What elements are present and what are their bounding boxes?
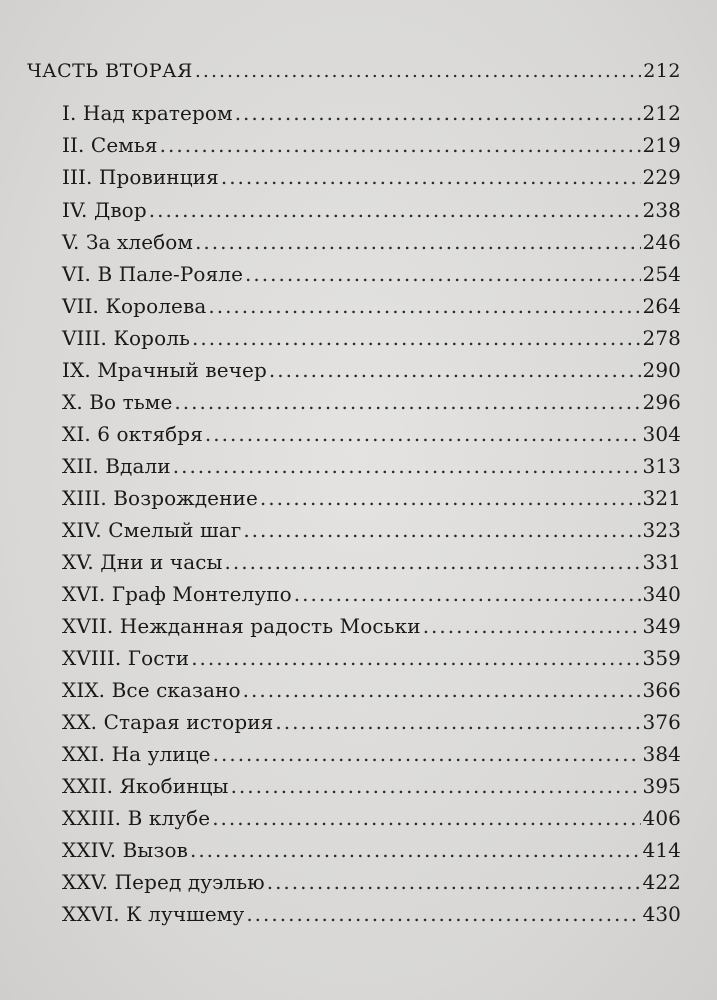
chapter-title: XXIV. Вызов bbox=[62, 838, 188, 862]
toc-entry bbox=[62, 291, 681, 321]
chapter-title: XII. Вдали bbox=[62, 454, 171, 478]
toc-entry bbox=[62, 899, 681, 929]
dot-leader bbox=[160, 130, 641, 160]
toc-entry bbox=[62, 227, 681, 257]
dot-leader bbox=[192, 323, 640, 353]
chapter-page-number: 264 bbox=[642, 294, 681, 318]
chapter-title: XXI. На улице bbox=[62, 742, 211, 766]
chapter-page-number: 246 bbox=[642, 230, 681, 254]
chapter-title: XIX. Все сказано bbox=[62, 678, 241, 702]
chapter-page-number: 321 bbox=[642, 486, 681, 510]
dot-leader bbox=[195, 227, 640, 257]
dot-leader bbox=[294, 579, 641, 609]
toc-entry bbox=[62, 579, 681, 609]
toc-entry bbox=[62, 451, 681, 481]
toc-entry bbox=[62, 259, 681, 289]
toc-entry bbox=[62, 515, 681, 545]
part-title: ЧАСТЬ ВТОРАЯ bbox=[27, 60, 193, 82]
chapter-page-number: 290 bbox=[642, 358, 681, 382]
dot-leader bbox=[275, 707, 640, 737]
dot-leader bbox=[423, 611, 641, 641]
chapter-page-number: 366 bbox=[642, 678, 681, 702]
chapter-title: XV. Дни и часы bbox=[62, 550, 223, 574]
dot-leader bbox=[243, 515, 640, 545]
toc-entry bbox=[62, 387, 681, 417]
chapter-title: III. Провинция bbox=[62, 165, 219, 189]
dot-leader bbox=[260, 483, 641, 513]
chapter-page-number: 349 bbox=[642, 614, 681, 638]
toc-entry bbox=[62, 835, 681, 865]
chapter-page-number: 296 bbox=[642, 390, 681, 414]
chapter-title: X. Во тьме bbox=[62, 390, 173, 414]
toc-entry bbox=[62, 739, 681, 769]
dot-leader bbox=[191, 643, 640, 673]
chapter-page-number: 384 bbox=[642, 742, 681, 766]
chapter-title: I. Над кратером bbox=[62, 101, 233, 125]
chapter-title: XX. Старая история bbox=[62, 710, 274, 734]
toc-entry bbox=[62, 611, 681, 641]
toc-entry bbox=[62, 803, 681, 833]
chapter-title: XIII. Возрождение bbox=[62, 486, 258, 510]
chapter-page-number: 323 bbox=[642, 518, 681, 542]
chapter-title: IV. Двор bbox=[62, 198, 147, 222]
chapter-page-number: 430 bbox=[642, 902, 681, 926]
chapter-title: V. За хлебом bbox=[62, 230, 194, 254]
toc-part-heading bbox=[27, 56, 681, 86]
chapter-title: VII. Королева bbox=[62, 294, 207, 318]
dot-leader bbox=[212, 803, 640, 833]
chapter-title: XVII. Нежданная радость Моськи bbox=[62, 614, 421, 638]
chapter-title: VI. В Пале-Рояле bbox=[62, 262, 244, 286]
chapter-page-number: 414 bbox=[642, 838, 681, 862]
chapter-page-number: 406 bbox=[642, 806, 681, 830]
dot-leader bbox=[149, 195, 641, 225]
chapter-title: XI. 6 октября bbox=[62, 422, 203, 446]
dot-leader bbox=[225, 547, 641, 577]
chapter-title: XXII. Якобинцы bbox=[62, 774, 229, 798]
dot-leader bbox=[231, 771, 641, 801]
chapter-page-number: 219 bbox=[642, 133, 681, 157]
dot-leader bbox=[173, 451, 641, 481]
chapter-title: XXIII. В клубе bbox=[62, 806, 211, 830]
dot-leader bbox=[235, 98, 641, 128]
toc-entry bbox=[62, 98, 681, 128]
toc-entry bbox=[62, 547, 681, 577]
chapter-title: XVIII. Гости bbox=[62, 646, 190, 670]
part-page-number: 212 bbox=[643, 60, 681, 82]
chapter-page-number: 238 bbox=[642, 198, 681, 222]
dot-leader bbox=[269, 355, 641, 385]
toc-entry bbox=[62, 195, 681, 225]
dot-leader bbox=[243, 675, 641, 705]
dot-leader bbox=[205, 419, 641, 449]
toc-entry bbox=[62, 419, 681, 449]
toc-entry bbox=[62, 323, 681, 353]
chapter-title: XXV. Перед дуэлью bbox=[62, 870, 265, 894]
dot-leader bbox=[221, 162, 641, 192]
dot-leader bbox=[195, 56, 641, 86]
dot-leader bbox=[267, 867, 641, 897]
dot-leader bbox=[245, 259, 640, 289]
chapter-title: II. Семья bbox=[62, 133, 158, 157]
chapter-title: XXVI. К лучшему bbox=[62, 902, 245, 926]
toc-entry bbox=[62, 707, 681, 737]
chapter-page-number: 359 bbox=[642, 646, 681, 670]
chapter-title: VIII. Король bbox=[62, 326, 191, 350]
dot-leader bbox=[213, 739, 641, 769]
chapter-title: IX. Мрачный вечер bbox=[62, 358, 267, 382]
toc-entry bbox=[62, 162, 681, 192]
dot-leader bbox=[190, 835, 641, 865]
chapter-page-number: 212 bbox=[642, 101, 681, 125]
chapter-page-number: 340 bbox=[642, 582, 681, 606]
chapter-page-number: 254 bbox=[642, 262, 681, 286]
dot-leader bbox=[174, 387, 640, 417]
dot-leader bbox=[246, 899, 640, 929]
chapter-title: XIV. Смелый шаг bbox=[62, 518, 242, 542]
chapter-page-number: 278 bbox=[642, 326, 681, 350]
chapter-page-number: 304 bbox=[642, 422, 681, 446]
chapter-page-number: 422 bbox=[642, 870, 681, 894]
chapter-page-number: 395 bbox=[642, 774, 681, 798]
toc-entry bbox=[62, 483, 681, 513]
toc-entry bbox=[62, 675, 681, 705]
chapter-page-number: 313 bbox=[642, 454, 681, 478]
toc-entry bbox=[62, 771, 681, 801]
toc-entry bbox=[62, 355, 681, 385]
dot-leader bbox=[208, 291, 640, 321]
toc-entry bbox=[62, 867, 681, 897]
toc-entry bbox=[62, 130, 681, 160]
chapter-page-number: 376 bbox=[642, 710, 681, 734]
chapter-page-number: 229 bbox=[642, 165, 681, 189]
chapter-title: XVI. Граф Монтелупо bbox=[62, 582, 292, 606]
toc-entry bbox=[62, 643, 681, 673]
chapter-page-number: 331 bbox=[642, 550, 681, 574]
